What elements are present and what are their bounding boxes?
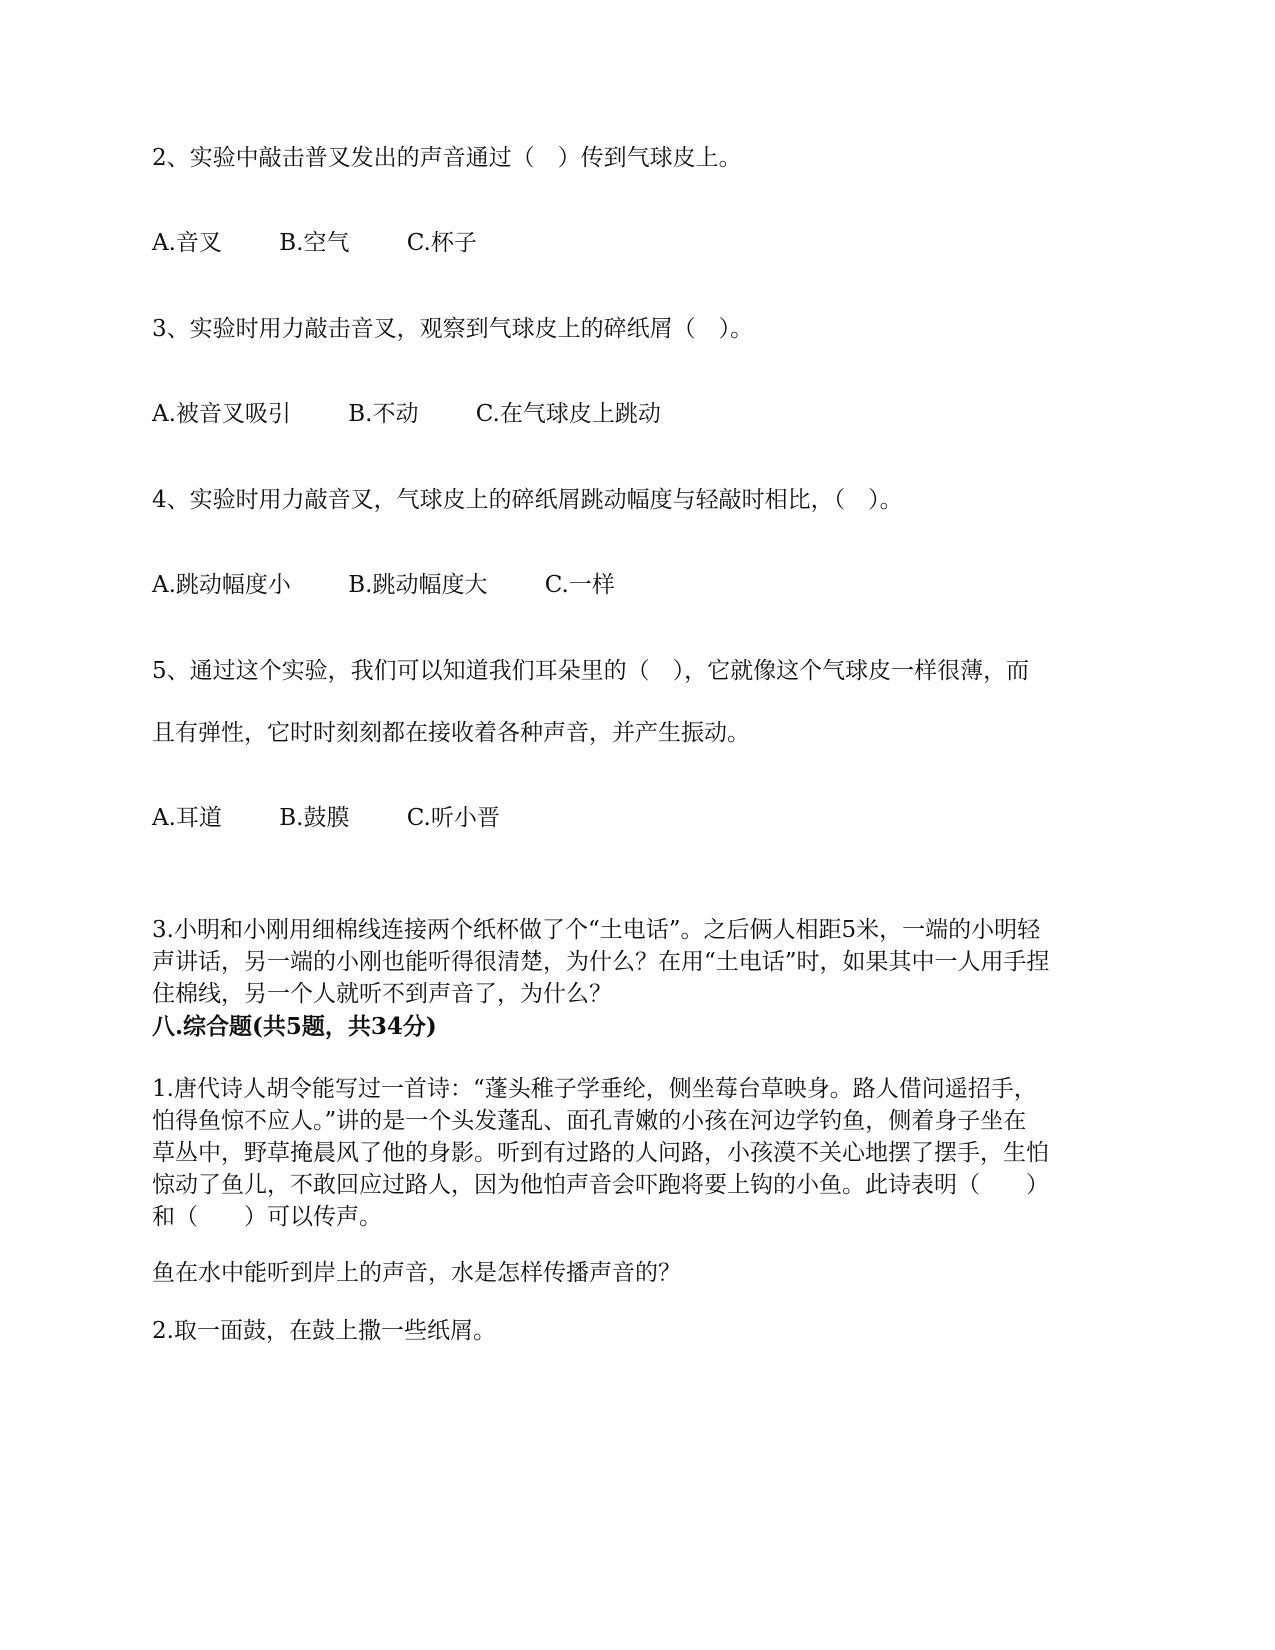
section-8-heading: 八.综合题(共5题，共34分) bbox=[152, 1013, 437, 1040]
question-5-stem-line-2: 且有弹性，它时时刻刻都在接收着各种声音，并产生振动。 bbox=[152, 720, 750, 746]
paragraph-line: 住棉线，另一个人就听不到声音了，为什么？ bbox=[152, 981, 612, 1007]
question-4-stem: 4、实验时用力敲音叉，气球皮上的碎纸屑跳动幅度与轻敲时相比，（ ）。 bbox=[152, 487, 903, 513]
option-a: A.耳道 bbox=[152, 805, 222, 831]
question-2-options bbox=[152, 227, 527, 259]
option-b: B.跳动幅度大 bbox=[348, 572, 488, 598]
question-5-options bbox=[152, 802, 550, 834]
question-4-options bbox=[152, 569, 665, 601]
paragraph-line: 草丛中，野草掩晨风了他的身影。听到有过路的人问路，小孩漠不关心地摆了摆手，生怕 bbox=[152, 1140, 1049, 1166]
question-3-stem: 3、实验时用力敲击音叉，观察到气球皮上的碎纸屑（ ）。 bbox=[152, 316, 754, 342]
paragraph-line: 声讲话，另一端的小刚也能听得很清楚，为什么？在用“土电话”时，如果其中一人用手捏 bbox=[152, 949, 1050, 975]
question-2-stem: 2、实验中敲击普叉发出的声音通过（ ）传到气球皮上。 bbox=[152, 145, 742, 171]
option-a: A.跳动幅度小 bbox=[152, 572, 291, 598]
option-b: B.空气 bbox=[279, 230, 350, 256]
question-8-1-followup: 鱼在水中能听到岸上的声音，水是怎样传播声音的？ bbox=[152, 1260, 681, 1286]
paragraph-line: 和（ ）可以传声。 bbox=[152, 1204, 382, 1230]
paragraph-line: 3.小明和小刚用细棉线连接两个纸杯做了个“土电话”。之后俩人相距5米，一端的小明轻 bbox=[152, 917, 1041, 943]
question-5-stem-line-1: 5、通过这个实验，我们可以知道我们耳朵里的（ ），它就像这个气球皮一样很薄，而 bbox=[152, 658, 1030, 684]
option-c: C.杯子 bbox=[406, 230, 477, 256]
question-8-1 bbox=[152, 1073, 1132, 1233]
option-c: C.在气球皮上跳动 bbox=[475, 401, 661, 427]
option-a: A.被音叉吸引 bbox=[152, 401, 291, 427]
question-3-options bbox=[152, 398, 711, 430]
option-a: A.音叉 bbox=[152, 230, 222, 256]
option-b: B.不动 bbox=[348, 401, 419, 427]
option-c: C.听小晋 bbox=[406, 805, 500, 831]
paragraph-line: 怕得鱼惊不应人。”讲的是一个头发蓬乱、面孔青嫩的小孩在河边学钓鱼，侧着身子坐在 bbox=[152, 1108, 1027, 1134]
option-b: B.鼓膜 bbox=[279, 805, 350, 831]
paragraph-line: 1.唐代诗人胡令能写过一首诗：“蓬头稚子学垂纶，侧坐莓台草映身。路人借问遥招手， bbox=[152, 1076, 1037, 1102]
option-c: C.一样 bbox=[544, 572, 615, 598]
question-7-3 bbox=[152, 914, 1132, 1010]
paragraph-line: 惊动了鱼儿，不敢回应过路人，因为他怕声音会吓跑将要上钩的小鱼。此诗表明（ ） bbox=[152, 1172, 1049, 1198]
question-8-2-stem: 2.取一面鼓，在鼓上撒一些纸屑。 bbox=[152, 1318, 496, 1344]
